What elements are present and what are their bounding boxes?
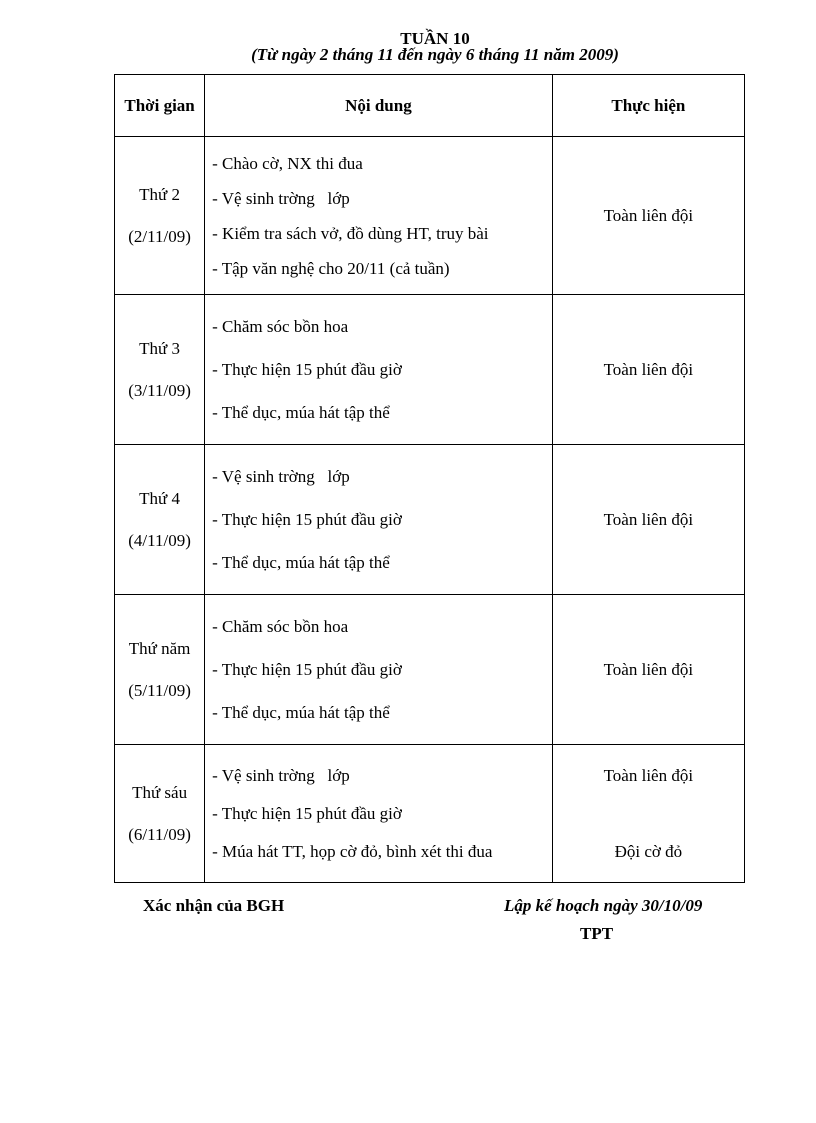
content-line: - Vệ sinh trờng lớp [212, 188, 350, 208]
time-cell [115, 595, 205, 745]
day-label: Thứ sáu [132, 782, 188, 802]
executor-cell [552, 595, 744, 745]
document-title: TUẦN 10 [400, 29, 470, 48]
content-cell [205, 745, 553, 883]
content-line: - Thể dục, múa hát tập thể [212, 403, 390, 422]
column-header-content: Nội dung [205, 75, 553, 137]
day-label: Thứ năm [128, 638, 191, 658]
executor-label: Toàn liên đội [603, 359, 694, 379]
plan-date-label: Lập kế hoạch ngày 30/10/09 [504, 896, 703, 915]
table-row [115, 445, 745, 595]
date-label: (5/11/09) [128, 680, 191, 700]
content-line: - Thực hiện 15 phút đầu giờ [212, 803, 402, 823]
content-line: - Vệ sinh trờng lớp [212, 467, 350, 486]
approval-label: Xác nhận của BGH [143, 896, 285, 915]
content-line: - Múa hát TT, họp cờ đỏ, bình xét thi đua [212, 841, 493, 861]
content-line: - Thực hiện 15 phút đầu giờ [212, 510, 402, 529]
content-cell [205, 295, 553, 445]
content-line: - Chăm sóc bồn hoa [212, 617, 349, 636]
column-header-time: Thời gian [115, 75, 205, 137]
executor-label: Toàn liên đội [603, 659, 694, 679]
day-label: Thứ 4 [139, 488, 180, 508]
content-line: - Thể dục, múa hát tập thể [212, 553, 390, 572]
date-label: (3/11/09) [128, 380, 191, 400]
executor-cell [552, 745, 744, 883]
content-line: - Thực hiện 15 phút đầu giờ [212, 660, 402, 679]
day-label: Thứ 3 [139, 338, 180, 358]
column-header-executor: Thực hiện [552, 75, 744, 137]
date-label: (6/11/09) [128, 824, 191, 844]
content-line: - Chào cờ, NX thi đua [212, 153, 363, 173]
executor-label: Toàn liên đội [603, 205, 694, 225]
executor-cell [552, 445, 744, 595]
content-line: - Tập văn nghệ cho 20/11 (cả tuần) [212, 258, 450, 278]
content-line: - Kiểm tra sách vở, đồ dùng HT, truy bài [212, 223, 489, 243]
time-cell [115, 745, 205, 883]
content-line: - Chăm sóc bồn hoa [212, 317, 349, 336]
signer-label: TPT [580, 924, 614, 943]
content-cell [205, 445, 553, 595]
content-cell [205, 137, 553, 295]
day-label: Thứ 2 [139, 184, 180, 204]
date-label: (4/11/09) [128, 530, 191, 550]
executor-label: Toàn liên đội [603, 509, 694, 529]
table-row [115, 595, 745, 745]
time-cell [115, 137, 205, 295]
content-line: - Vệ sinh trờng lớp [212, 765, 350, 785]
table-header-row [115, 75, 745, 137]
executor-spacer [553, 795, 744, 833]
table-row [115, 295, 745, 445]
document-subtitle: (Từ ngày 2 tháng 11 đến ngày 6 tháng 11 năm 2009) [251, 45, 619, 64]
time-cell [115, 445, 205, 595]
content-line: - Thể dục, múa hát tập thể [212, 703, 390, 722]
executor-cell [552, 295, 744, 445]
executor-label: Đội cờ đỏ [614, 841, 683, 861]
table-row [115, 745, 745, 883]
time-cell [115, 295, 205, 445]
date-label: (2/11/09) [128, 226, 191, 246]
executor-label: Toàn liên đội [603, 765, 694, 785]
content-cell [205, 595, 553, 745]
executor-cell [552, 137, 744, 295]
schedule-table [114, 74, 745, 883]
content-line: - Thực hiện 15 phút đầu giờ [212, 360, 402, 379]
table-row [115, 137, 745, 295]
